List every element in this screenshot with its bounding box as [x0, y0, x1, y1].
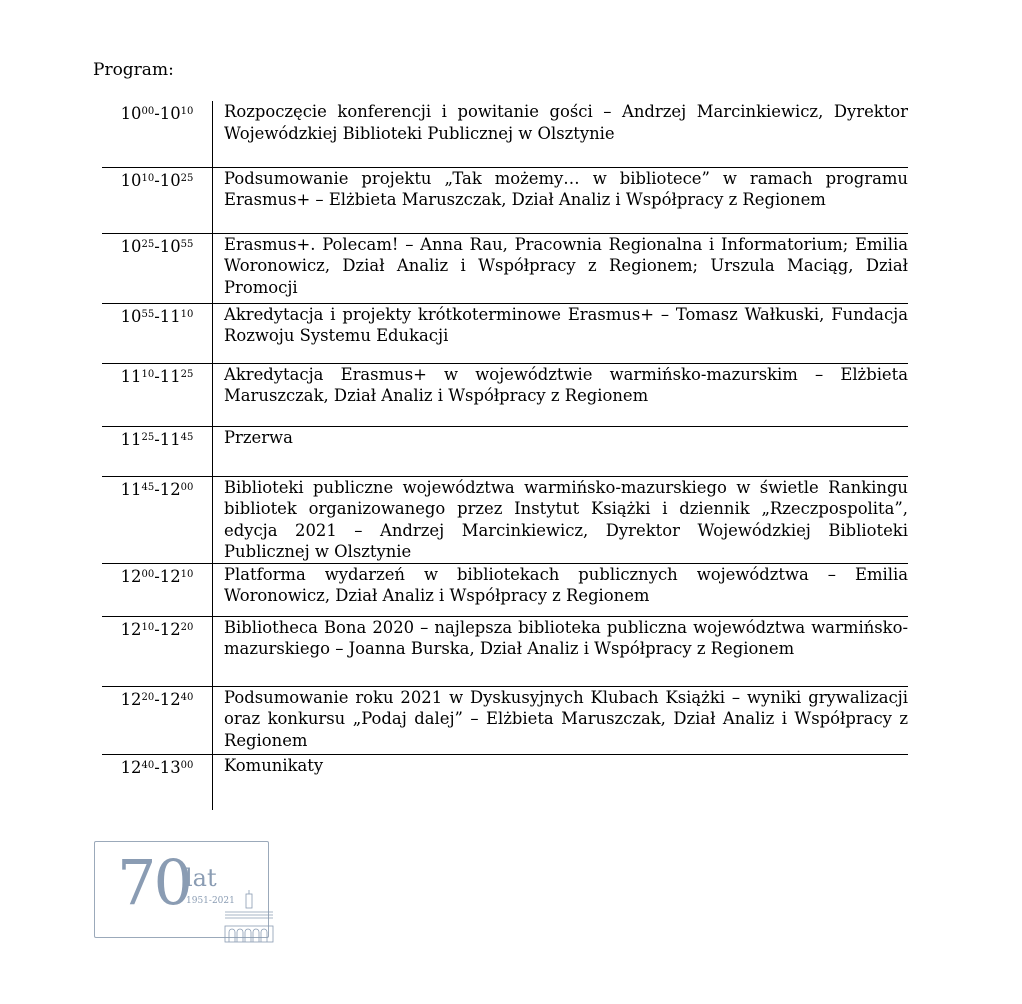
schedule-row [102, 167, 908, 233]
schedule-row [102, 303, 908, 363]
time-slot: $12^{00}-12^{10}$ [102, 563, 213, 616]
anniversary-logo [94, 841, 269, 938]
program-schedule-table [102, 101, 908, 810]
agenda-item: Podsumowanie roku 2021 w Dyskusyjnych Klubach Książki – wyniki grywalizacji oraz konkursu „Podaj dalej” – Elżbieta Maruszczak, Dział Analiz i Współpracy z Regionem [213, 686, 909, 754]
time-slot: $12^{40}-13^{00}$ [102, 754, 213, 810]
time-slot: $12^{10}-12^{20}$ [102, 616, 213, 686]
time-slot: $11^{10}-11^{25}$ [102, 363, 213, 426]
agenda-item: Akredytacja Erasmus+ w województwie warmińsko-mazurskim – Elżbieta Maruszczak, Dział Analiz i Współpracy z Regionem [213, 363, 909, 426]
time-slot: $11^{45}-12^{00}$ [102, 476, 213, 563]
agenda-item: Podsumowanie projektu „Tak możemy… w bibliotece” w ramach programu Erasmus+ – Elżbieta Maruszczak, Dział Analiz i Współpracy z Regionem [213, 167, 909, 233]
schedule-row [102, 233, 908, 303]
agenda-item: Komunikaty [224, 755, 324, 775]
schedule-row [102, 563, 908, 616]
schedule-row [102, 754, 908, 810]
time-slot: $10^{25}-10^{55}$ [102, 233, 213, 303]
agenda-item: Akredytacja i projekty krótkoterminowe Erasmus+ – Tomasz Wałkuski, Fundacja Rozwoju Systemu Edukacji [213, 303, 909, 363]
schedule-row [102, 101, 908, 167]
agenda-item: Platforma wydarzeń w bibliotekach publicznych województwa – Emilia Woronowicz, Dział Analiz i Współpracy z Regionem [213, 563, 909, 616]
logo-word: lat [185, 864, 217, 892]
time-slot: $10^{00}-10^{10}$ [102, 101, 213, 167]
logo-years: 1951-2021 [186, 896, 235, 906]
schedule-row [102, 686, 908, 754]
time-slot: $10^{55}-11^{10}$ [102, 303, 213, 363]
library-building-icon [223, 888, 275, 944]
schedule-row [102, 616, 908, 686]
logo-number: 70 [117, 846, 190, 919]
time-slot: $10^{10}-10^{25}$ [102, 167, 213, 233]
agenda-item: Rozpoczęcie konferencji i powitanie gości – Andrzej Marcinkiewicz, Dyrektor Wojewódzkiej Biblioteki Publicznej w Olsztynie [213, 101, 909, 167]
schedule-row [102, 363, 908, 426]
agenda-item: Przerwa [213, 426, 909, 476]
schedule-row [102, 476, 908, 563]
agenda-item: Erasmus+. Polecam! – Anna Rau, Pracownia Regionalna i Informatorium; Emilia Woronowicz, Dział Analiz i Współpracy z Regionem; Urszula Maciąg, Dział Promocji [213, 233, 909, 303]
time-slot: $12^{20}-12^{40}$ [102, 686, 213, 754]
agenda-item: Biblioteki publiczne województwa warmińsko-mazurskiego w świetle Rankingu bibliotek organizowanego przez Instytut Książki i dziennik „Rzeczpospolita”, edycja 2021 – Andrzej Marcinkiewicz, Dyrektor Wojewódzkiej Biblioteki Publicznej w Olsztynie [213, 476, 909, 563]
time-slot: $11^{25}-11^{45}$ [102, 426, 213, 476]
program-heading: Program: [93, 60, 174, 80]
agenda-item: Bibliotheca Bona 2020 – najlepsza biblioteka publiczna województwa warmińsko-mazurskiego – Joanna Burska, Dział Analiz i Współpracy z Regionem [213, 616, 909, 686]
schedule-row [102, 426, 908, 476]
